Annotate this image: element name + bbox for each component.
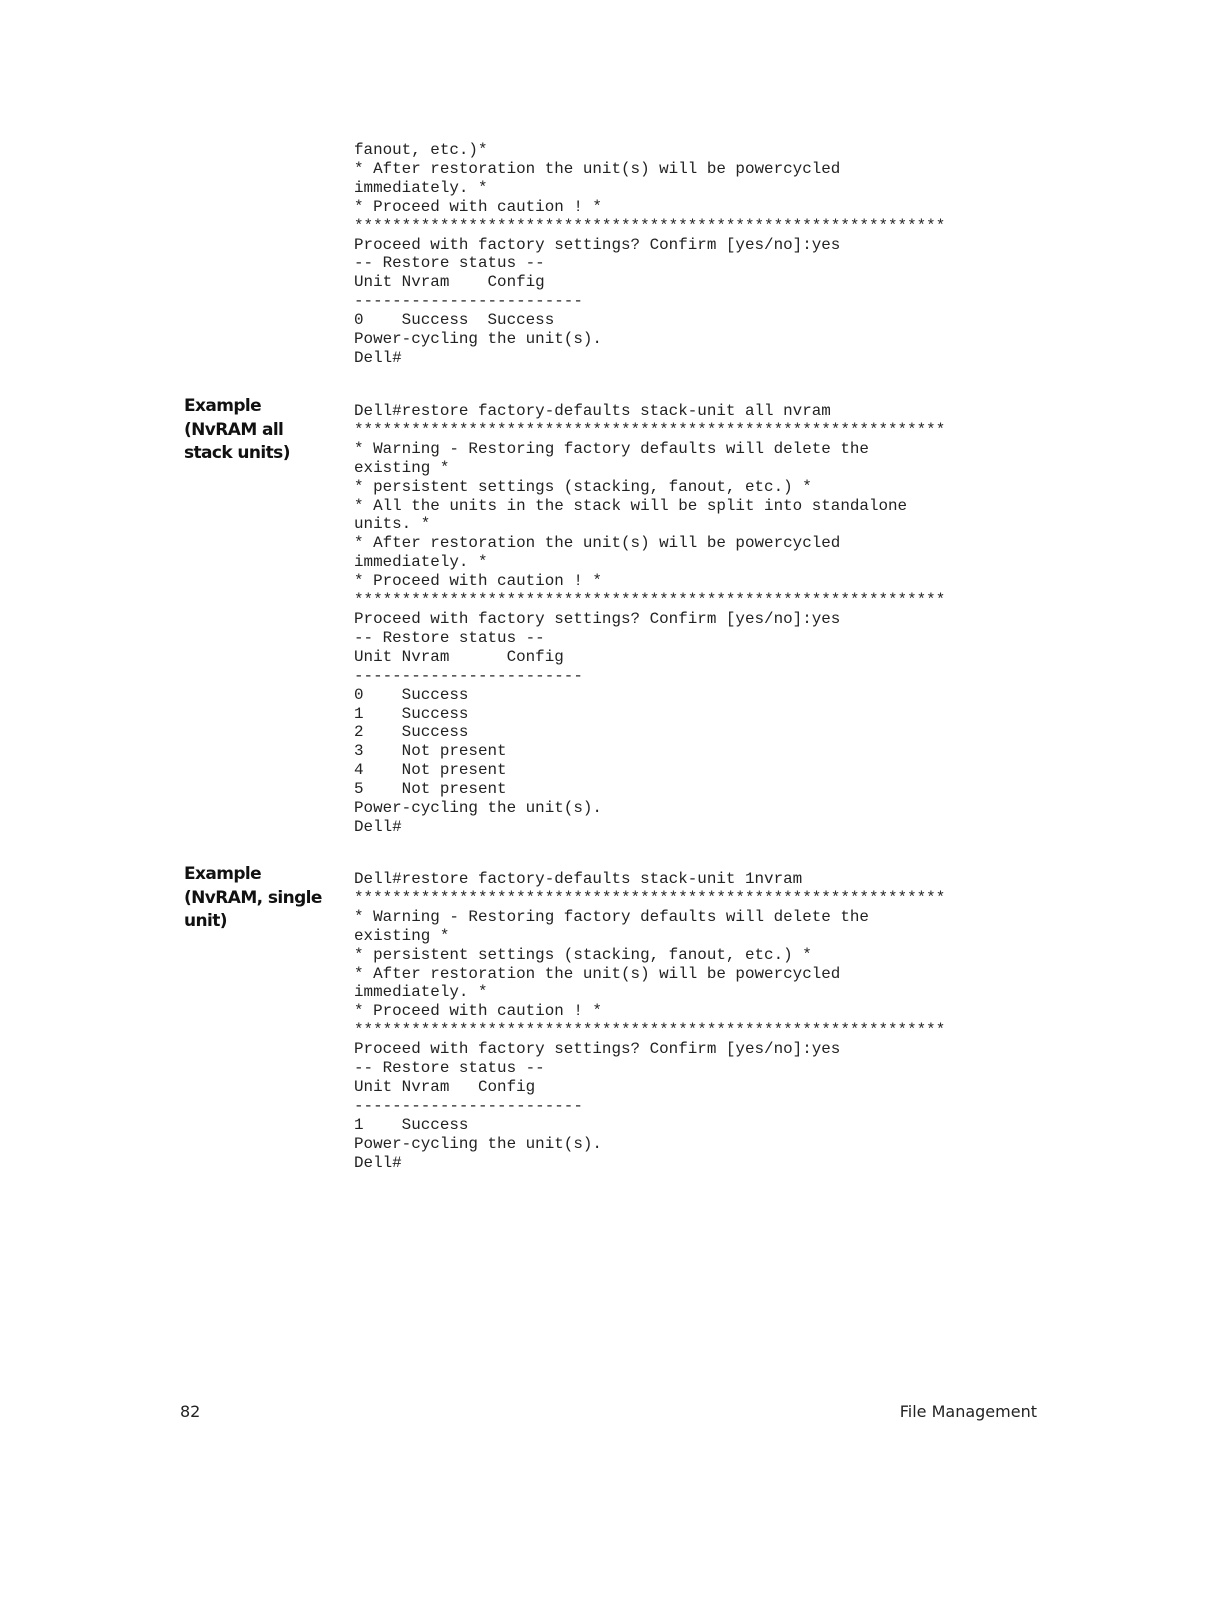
- example-label-nvram-single: Example (NvRAM, single unit): [184, 864, 322, 931]
- code-block-nvram-all: Dell#restore factory-defaults stack-unit all nvram ************************************************************** * Warning - Restoring factory defaults will delete the existing * * persistent settings (stacking, fanout, etc.) * * All the units in the stack will be split into standalone units. * * After restoration the unit(s) will be powercycled immediately. * * Proceed with caution ! * ************************************************************** Proceed with factory settings? Confirm [yes/no]:yes -- Restore status -- Unit Nvram Config ------------------------ 0 Success 1 Success 2 Success 3 Not present 4 Not present 5 Not present Power-cycling the unit(s). Dell#: [354, 402, 946, 836]
- page-number: 82: [180, 1402, 201, 1421]
- code-block-nvram-single: Dell#restore factory-defaults stack-unit 1nvram ************************************************************** * Warning - Restoring factory defaults will delete the existing * * persistent settings (stacking, fanout, etc.) * * After restoration the unit(s) will be powercycled immediately. * * Proceed with caution ! * ************************************************************** Proceed with factory settings? Confirm [yes/no]:yes -- Restore status -- Unit Nvram Config ------------------------ 1 Success Power-cycling the unit(s). Dell#: [354, 870, 946, 1172]
- example-label-nvram-all: Example (NvRAM all stack units): [184, 396, 290, 463]
- code-block-continuation: fanout, etc.)* * After restoration the unit(s) will be powercycled immediately. * * Proceed with caution ! * ************************************************************** Proceed with factory settings? Confirm [yes/no]:yes -- Restore status -- Unit Nvram Config ------------------------ 0 Success Success Power-cycling the unit(s). Dell#: [354, 141, 946, 367]
- footer-section-title: File Management: [899, 1402, 1037, 1421]
